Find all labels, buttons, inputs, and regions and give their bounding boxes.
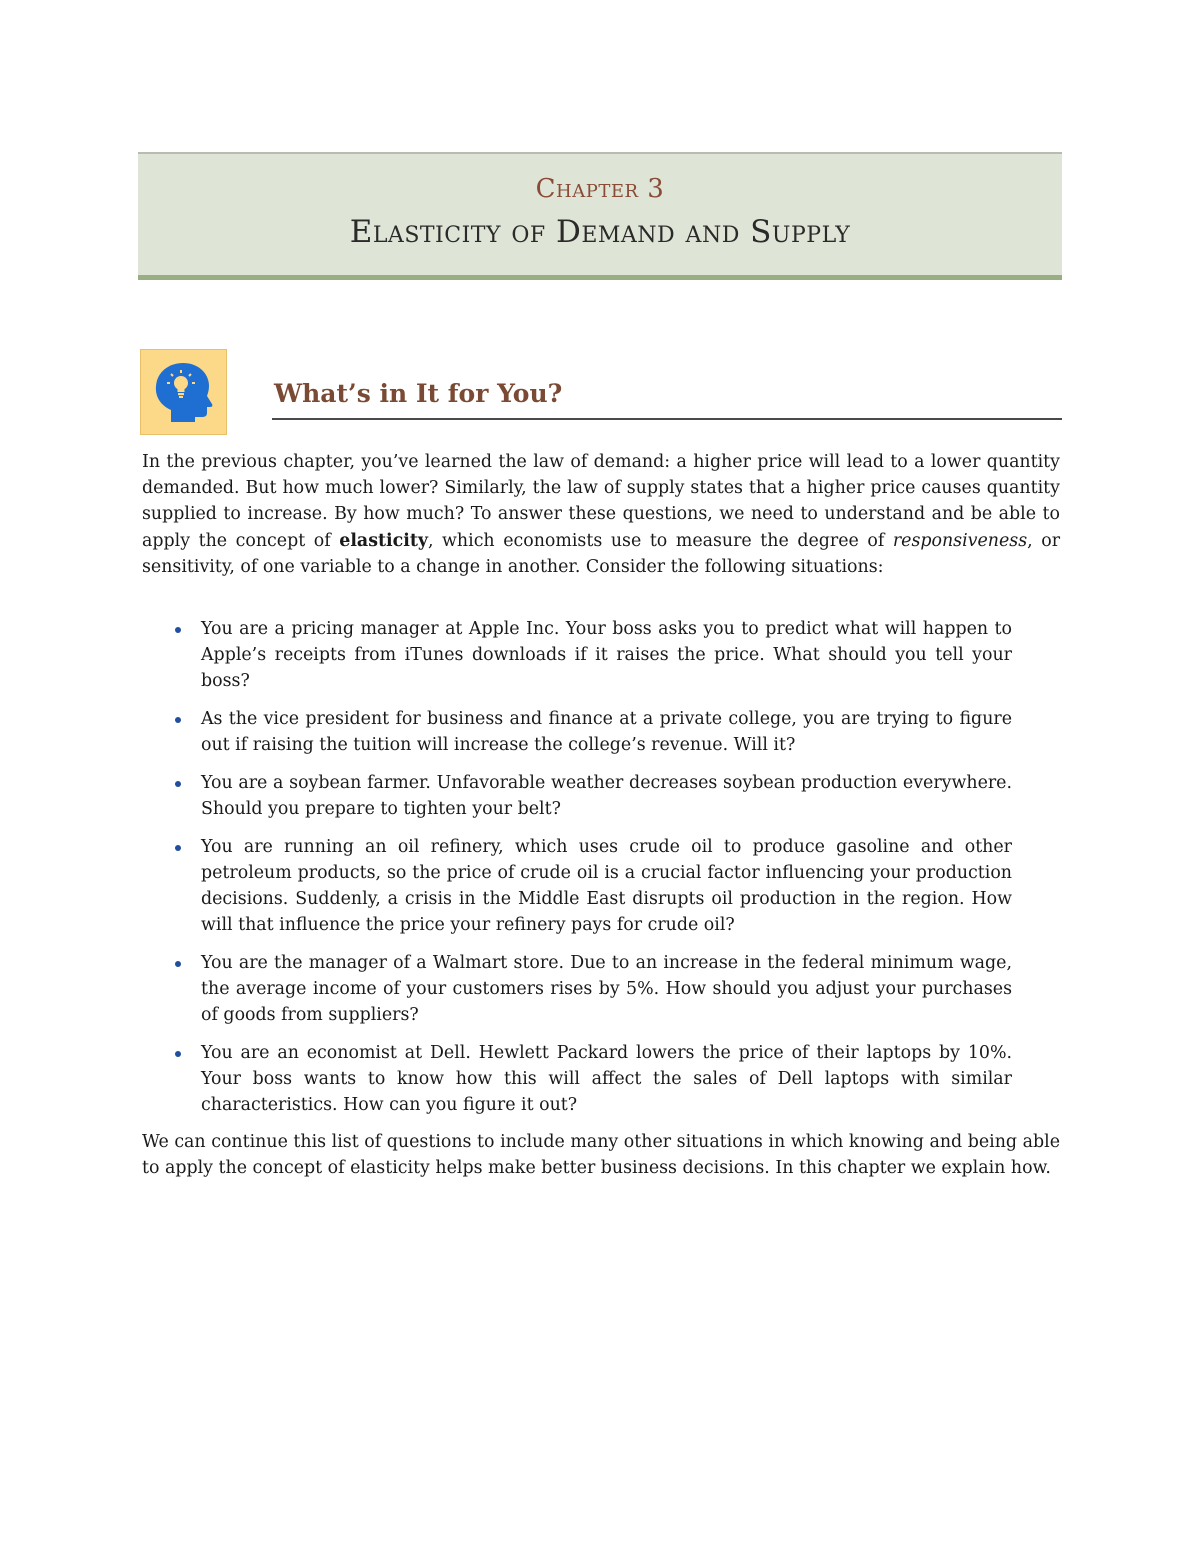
- intro-text-middle: , which economists use to measure the degree of: [427, 530, 893, 551]
- list-item: [172, 616, 1012, 695]
- list-item: [172, 770, 1012, 822]
- situation-text: As the vice president for business and finance at a private college, you are trying to figure out if raising the tuition will increase the college’s revenue. Will it?: [201, 709, 1012, 756]
- elasticity-term: elasticity: [339, 530, 428, 551]
- section-divider: [272, 418, 1062, 420]
- list-item: [172, 706, 1012, 758]
- situation-text: You are running an oil refinery, which uses crude oil to produce gasoline and other petroleum products, so the price of crude oil is a crucial factor influencing your production decisions. Suddenly, a crisis in the Middle East disrupts oil production in the region. How will that influence the price your refinery pays for crude oil?: [201, 836, 1012, 936]
- lightbulb-head-icon: [140, 349, 227, 435]
- bullet-icon: [175, 627, 181, 633]
- situations-list: [172, 616, 1012, 1130]
- intro-paragraph: [142, 449, 1060, 580]
- list-item: [172, 950, 1012, 1029]
- closing-paragraph: We can continue this list of questions to include many other situations in which knowing and being able to apply the concept of elasticity helps make better business decisions. In this chapter we explain how.: [142, 1132, 1060, 1179]
- intro-text-end: , or sensitivity, of one variable to a change in another. Consider the following situations:: [142, 530, 1061, 577]
- list-item: [172, 1040, 1012, 1119]
- bullet-icon: [175, 961, 181, 967]
- chapter-banner: [138, 152, 1062, 280]
- list-item: [172, 834, 1012, 939]
- chapter-title: Elasticity of Demand and Supply: [349, 214, 851, 250]
- responsiveness-term: responsiveness: [892, 530, 1028, 551]
- bullet-icon: [175, 1051, 181, 1057]
- chapter-number: Chapter 3: [535, 174, 665, 204]
- situation-text: You are the manager of a Walmart store. Due to an increase in the federal minimum wage, the average income of your customers rises by 5%. How should you adjust your purchases of goods from suppliers?: [201, 952, 1012, 1026]
- bullet-icon: [175, 781, 181, 787]
- section-heading: What’s in It for You?: [274, 379, 563, 408]
- bullet-icon: [175, 845, 181, 851]
- situation-text: You are a soybean farmer. Unfavorable weather decreases soybean production everywhere. Should you prepare to tighten your belt?: [201, 772, 1012, 819]
- bullet-icon: [175, 717, 181, 723]
- intro-text-start: In the previous chapter, you’ve learned the law of demand: a higher price will lead to a lower quantity demanded. But how much lower? Similarly, the law of supply states that a higher price causes quantity supplied to increase. By how much? To answer these questions, we need to understand and be able to apply the concept of: [142, 452, 1060, 551]
- situation-text: You are a pricing manager at Apple Inc. Your boss asks you to predict what will happen to Apple’s receipts from iTunes downloads if it raises the price. What should you tell your boss?: [201, 619, 1012, 692]
- situation-text: You are an economist at Dell. Hewlett Packard lowers the price of their laptops by 10%. Your boss wants to know how this will affect the sales of Dell laptops with similar characteristics. How can you figure it out?: [201, 1042, 1012, 1116]
